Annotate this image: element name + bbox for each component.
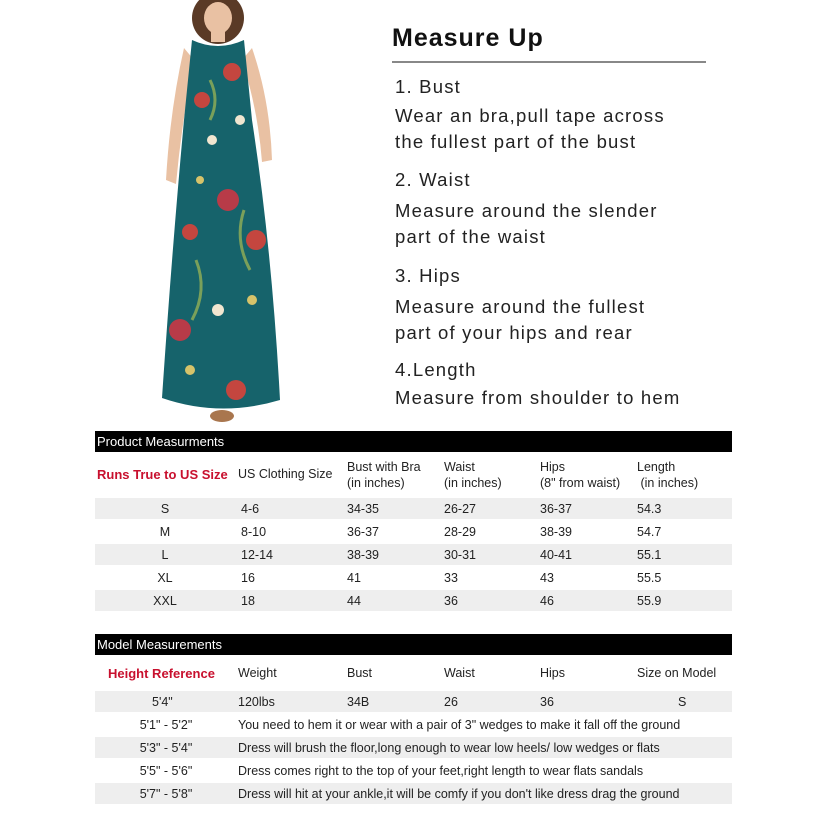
dress-photo [140, 0, 310, 430]
table-cell: 44 [347, 594, 361, 608]
table-cell: 12-14 [241, 548, 273, 562]
table-cell: 43 [540, 571, 554, 585]
bust-heading: 1. Bust [395, 76, 461, 97]
model-header-hips: Hips [540, 666, 566, 680]
model-table-title: Model Measurements [95, 634, 732, 655]
table-cell: 36-37 [540, 502, 572, 516]
length-description: Measure from shoulder to hem [395, 387, 681, 408]
hips-heading: 3. Hips [395, 265, 461, 286]
size-label: L [161, 548, 169, 562]
fit-description: Dress comes right to the top of your feet,right length to wear flats sandals [238, 764, 644, 778]
table-cell: 55.1 [637, 548, 662, 562]
table-cell: 54.3 [637, 502, 662, 516]
row-stripe [95, 691, 732, 712]
size-label: XXL [153, 594, 177, 608]
product-header-size-ref: Runs True to US Size [97, 467, 228, 482]
model-header-bust: Bust [347, 666, 373, 680]
height-range: 5'5" - 5'6" [139, 764, 193, 778]
height-range: 5'1" - 5'2" [139, 718, 193, 732]
waist-description: Measure around the slender part of the waist [395, 200, 658, 247]
size-label: XL [157, 571, 173, 585]
table-cell: 34-35 [347, 502, 379, 516]
model-header-weight: Weight [238, 666, 277, 680]
table-cell: 55.5 [637, 571, 662, 585]
table-cell: 33 [444, 571, 458, 585]
model-header-size: Size on Model [637, 666, 717, 680]
bust-description: Wear an bra,pull tape across the fullest part of the bust [395, 105, 665, 152]
height-range: 5'3" - 5'4" [139, 741, 193, 755]
table-cell: 40-41 [540, 548, 572, 562]
size-label: S [160, 502, 170, 516]
table-cell: 54.7 [637, 525, 662, 539]
table-cell: 38-39 [347, 548, 379, 562]
product-header-waist: Waist (in inches) [444, 460, 502, 490]
measure-up-title: Measure Up [392, 24, 544, 52]
model-header-height-ref: Height Reference [108, 666, 215, 681]
table-cell: 30-31 [444, 548, 476, 562]
product-table-title: Product Measurments [95, 431, 732, 452]
height-range: 5'7" - 5'8" [139, 787, 193, 801]
table-cell: 26-27 [444, 502, 476, 516]
product-header-us-size: US Clothing Size [238, 467, 333, 481]
table-cell: 46 [540, 594, 554, 608]
product-header-bust: Bust with Bra (in inches) [347, 460, 421, 490]
waist-heading: 2. Waist [395, 169, 471, 190]
model-waist: 26 [444, 695, 458, 709]
fit-description: Dress will hit at your ankle,it will be comfy if you don't like dress drag the ground [238, 787, 680, 801]
table-cell: 38-39 [540, 525, 572, 539]
table-cell: 8-10 [241, 525, 267, 539]
model-height: 5'4" [152, 695, 173, 709]
table-cell: 4-6 [241, 502, 260, 516]
model-size: S [678, 695, 687, 709]
hips-description: Measure around the fullest part of your hips and rear [395, 296, 646, 343]
fit-description: You need to hem it or wear with a pair of 3" wedges to make it fall off the ground [238, 718, 681, 732]
fit-description: Dress will brush the floor,long enough to wear low heels/ low wedges or flats [238, 741, 660, 755]
model-bust: 34B [347, 695, 370, 709]
table-cell: 28-29 [444, 525, 476, 539]
length-heading: 4.Length [395, 359, 477, 380]
product-header-hips: Hips (8" from waist) [540, 460, 621, 490]
product-header-length: Length (in inches) [637, 460, 699, 490]
table-cell: 18 [241, 594, 255, 608]
title-divider [392, 61, 706, 63]
table-cell: 55.9 [637, 594, 662, 608]
table-cell: 36-37 [347, 525, 379, 539]
table-cell: 36 [444, 594, 458, 608]
model-weight: 120lbs [238, 695, 275, 709]
table-cell: 16 [241, 571, 255, 585]
model-hips: 36 [540, 695, 554, 709]
table-cell: 41 [347, 571, 361, 585]
model-header-waist: Waist [444, 666, 475, 680]
size-label: M [159, 525, 171, 539]
